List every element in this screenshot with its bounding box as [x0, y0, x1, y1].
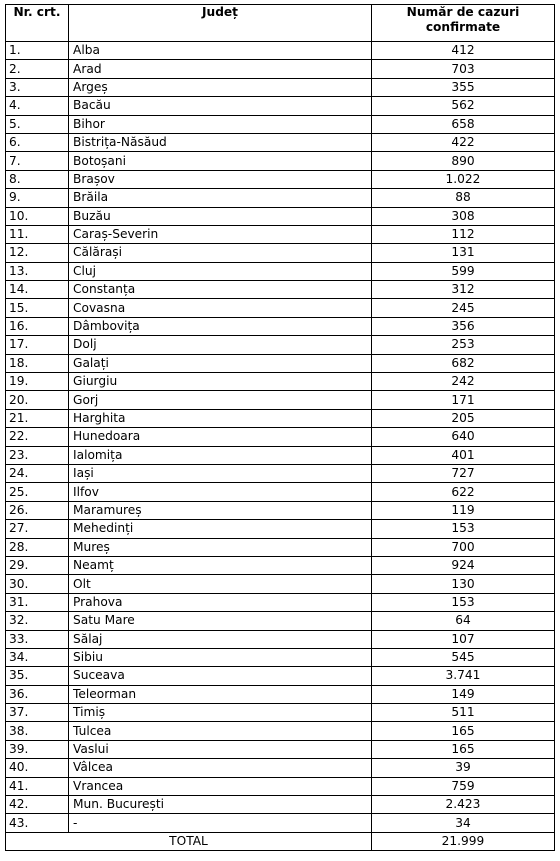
row-number: 6.: [6, 133, 69, 151]
county-name: Tulcea: [69, 722, 372, 740]
county-name: -: [69, 814, 372, 832]
county-name: Alba: [69, 42, 372, 60]
row-number: 11.: [6, 225, 69, 243]
county-name: Argeș: [69, 78, 372, 96]
confirmed-cases: 119: [372, 501, 555, 519]
table-row: [6, 593, 555, 611]
row-number: 27.: [6, 520, 69, 538]
row-number: 32.: [6, 612, 69, 630]
confirmed-cases: 703: [372, 60, 555, 78]
table-row: [6, 170, 555, 188]
county-name: Buzău: [69, 207, 372, 225]
table-row: [6, 207, 555, 225]
table-row: [6, 538, 555, 556]
row-number: 38.: [6, 722, 69, 740]
county-name: Iași: [69, 464, 372, 482]
county-name: Mureș: [69, 538, 372, 556]
county-name: Ilfov: [69, 483, 372, 501]
table-row: [6, 60, 555, 78]
county-name: Prahova: [69, 593, 372, 611]
county-name: Constanța: [69, 281, 372, 299]
table-row: [6, 152, 555, 170]
confirmed-cases: 545: [372, 648, 555, 666]
row-number: 14.: [6, 281, 69, 299]
row-number: 30.: [6, 575, 69, 593]
county-name: Mun. București: [69, 796, 372, 814]
confirmed-cases: 130: [372, 575, 555, 593]
confirmed-cases: 107: [372, 630, 555, 648]
table-row: [6, 189, 555, 207]
row-number: 21.: [6, 409, 69, 427]
county-name: Timiș: [69, 704, 372, 722]
table-row: [6, 336, 555, 354]
county-name: Sălaj: [69, 630, 372, 648]
row-number: 24.: [6, 464, 69, 482]
row-number: 28.: [6, 538, 69, 556]
row-number: 35.: [6, 667, 69, 685]
table-row: [6, 97, 555, 115]
county-name: Hunedoara: [69, 428, 372, 446]
confirmed-cases: 39: [372, 759, 555, 777]
county-name: Covasna: [69, 299, 372, 317]
county-name: Brașov: [69, 170, 372, 188]
county-name: Botoșani: [69, 152, 372, 170]
confirmed-cases: 34: [372, 814, 555, 832]
table-row: [6, 612, 555, 630]
county-name: Dolj: [69, 336, 372, 354]
cases-table-container: [5, 4, 555, 851]
row-number: 20.: [6, 391, 69, 409]
row-number: 23.: [6, 446, 69, 464]
total-row: [6, 832, 555, 850]
county-name: Arad: [69, 60, 372, 78]
row-number: 18.: [6, 354, 69, 372]
confirmed-cases: 355: [372, 78, 555, 96]
table-row: [6, 244, 555, 262]
county-name: Galați: [69, 354, 372, 372]
table-row: [6, 391, 555, 409]
row-number: 25.: [6, 483, 69, 501]
county-name: Brăila: [69, 189, 372, 207]
row-number: 13.: [6, 262, 69, 280]
county-name: Satu Mare: [69, 612, 372, 630]
confirmed-cases: 165: [372, 740, 555, 758]
confirmed-cases: 640: [372, 428, 555, 446]
confirmed-cases: 422: [372, 133, 555, 151]
county-name: Bihor: [69, 115, 372, 133]
confirmed-cases: 890: [372, 152, 555, 170]
table-row: [6, 575, 555, 593]
county-name: Neamț: [69, 556, 372, 574]
confirmed-cases: 759: [372, 777, 555, 795]
table-row: [6, 446, 555, 464]
row-number: 42.: [6, 796, 69, 814]
county-name: Giurgiu: [69, 373, 372, 391]
row-number: 4.: [6, 97, 69, 115]
confirmed-cases: 64: [372, 612, 555, 630]
row-number: 8.: [6, 170, 69, 188]
row-number: 7.: [6, 152, 69, 170]
county-name: Olt: [69, 575, 372, 593]
table-row: [6, 722, 555, 740]
table-row: [6, 483, 555, 501]
county-name: Ialomița: [69, 446, 372, 464]
confirmed-cases: 153: [372, 593, 555, 611]
row-number: 19.: [6, 373, 69, 391]
county-name: Caraș-Severin: [69, 225, 372, 243]
confirmed-cases: 2.423: [372, 796, 555, 814]
confirmed-cases: 622: [372, 483, 555, 501]
confirmed-cases: 153: [372, 520, 555, 538]
confirmed-cases: 1.022: [372, 170, 555, 188]
row-number: 26.: [6, 501, 69, 519]
confirmed-cases: 412: [372, 42, 555, 60]
confirmed-cases: 356: [372, 317, 555, 335]
confirmed-cases: 149: [372, 685, 555, 703]
county-name: Vâlcea: [69, 759, 372, 777]
county-name: Călărași: [69, 244, 372, 262]
county-name: Dâmbovița: [69, 317, 372, 335]
table-row: [6, 428, 555, 446]
county-name: Vrancea: [69, 777, 372, 795]
confirmed-cases: 131: [372, 244, 555, 262]
row-number: 29.: [6, 556, 69, 574]
row-number: 37.: [6, 704, 69, 722]
confirmed-cases: 682: [372, 354, 555, 372]
confirmed-cases: 658: [372, 115, 555, 133]
table-row: [6, 409, 555, 427]
table-row: [6, 796, 555, 814]
table-row: [6, 667, 555, 685]
confirmed-cases: 242: [372, 373, 555, 391]
table-row: [6, 225, 555, 243]
confirmed-cases: 253: [372, 336, 555, 354]
table-row: [6, 354, 555, 372]
confirmed-cases: 88: [372, 189, 555, 207]
row-number: 33.: [6, 630, 69, 648]
total-label: TOTAL: [6, 832, 372, 850]
row-number: 12.: [6, 244, 69, 262]
table-row: [6, 299, 555, 317]
table-row: [6, 373, 555, 391]
table-row: [6, 501, 555, 519]
county-name: Bacău: [69, 97, 372, 115]
table-row: [6, 115, 555, 133]
row-number: 5.: [6, 115, 69, 133]
table-row: [6, 777, 555, 795]
county-name: Gorj: [69, 391, 372, 409]
header-county: Județ: [69, 5, 372, 42]
table-row: [6, 759, 555, 777]
confirmed-cases: 727: [372, 464, 555, 482]
table-row: [6, 630, 555, 648]
row-number: 3.: [6, 78, 69, 96]
table-row: [6, 740, 555, 758]
county-name: Suceava: [69, 667, 372, 685]
row-number: 31.: [6, 593, 69, 611]
row-number: 34.: [6, 648, 69, 666]
row-number: 1.: [6, 42, 69, 60]
table-body: [6, 42, 555, 833]
row-number: 9.: [6, 189, 69, 207]
table-row: [6, 78, 555, 96]
confirmed-cases: 700: [372, 538, 555, 556]
confirmed-cases: 924: [372, 556, 555, 574]
county-name: Bistrița-Năsăud: [69, 133, 372, 151]
confirmed-cases: 511: [372, 704, 555, 722]
confirmed-cases: 599: [372, 262, 555, 280]
table-row: [6, 556, 555, 574]
county-name: Sibiu: [69, 648, 372, 666]
table-header-row: [6, 5, 555, 42]
confirmed-cases: 562: [372, 97, 555, 115]
table-row: [6, 685, 555, 703]
row-number: 40.: [6, 759, 69, 777]
table-row: [6, 648, 555, 666]
confirmed-cases: 401: [372, 446, 555, 464]
table-row: [6, 42, 555, 60]
county-name: Maramureș: [69, 501, 372, 519]
table-row: [6, 281, 555, 299]
confirmed-cases: 171: [372, 391, 555, 409]
row-number: 10.: [6, 207, 69, 225]
header-cases: Număr de cazuri confirmate: [372, 5, 555, 42]
confirmed-cases: 245: [372, 299, 555, 317]
county-name: Cluj: [69, 262, 372, 280]
table-row: [6, 317, 555, 335]
confirmed-cases: 3.741: [372, 667, 555, 685]
row-number: 15.: [6, 299, 69, 317]
row-number: 43.: [6, 814, 69, 832]
table-row: [6, 262, 555, 280]
cases-by-county-table: [5, 4, 555, 851]
row-number: 17.: [6, 336, 69, 354]
county-name: Vaslui: [69, 740, 372, 758]
row-number: 39.: [6, 740, 69, 758]
county-name: Mehedinți: [69, 520, 372, 538]
row-number: 22.: [6, 428, 69, 446]
row-number: 2.: [6, 60, 69, 78]
confirmed-cases: 205: [372, 409, 555, 427]
header-nr: Nr. crt.: [6, 5, 69, 42]
total-cases: 21.999: [372, 832, 555, 850]
table-row: [6, 704, 555, 722]
row-number: 36.: [6, 685, 69, 703]
confirmed-cases: 112: [372, 225, 555, 243]
table-row: [6, 814, 555, 832]
confirmed-cases: 308: [372, 207, 555, 225]
county-name: Harghita: [69, 409, 372, 427]
table-row: [6, 520, 555, 538]
confirmed-cases: 312: [372, 281, 555, 299]
confirmed-cases: 165: [372, 722, 555, 740]
row-number: 16.: [6, 317, 69, 335]
row-number: 41.: [6, 777, 69, 795]
table-row: [6, 464, 555, 482]
table-row: [6, 133, 555, 151]
county-name: Teleorman: [69, 685, 372, 703]
